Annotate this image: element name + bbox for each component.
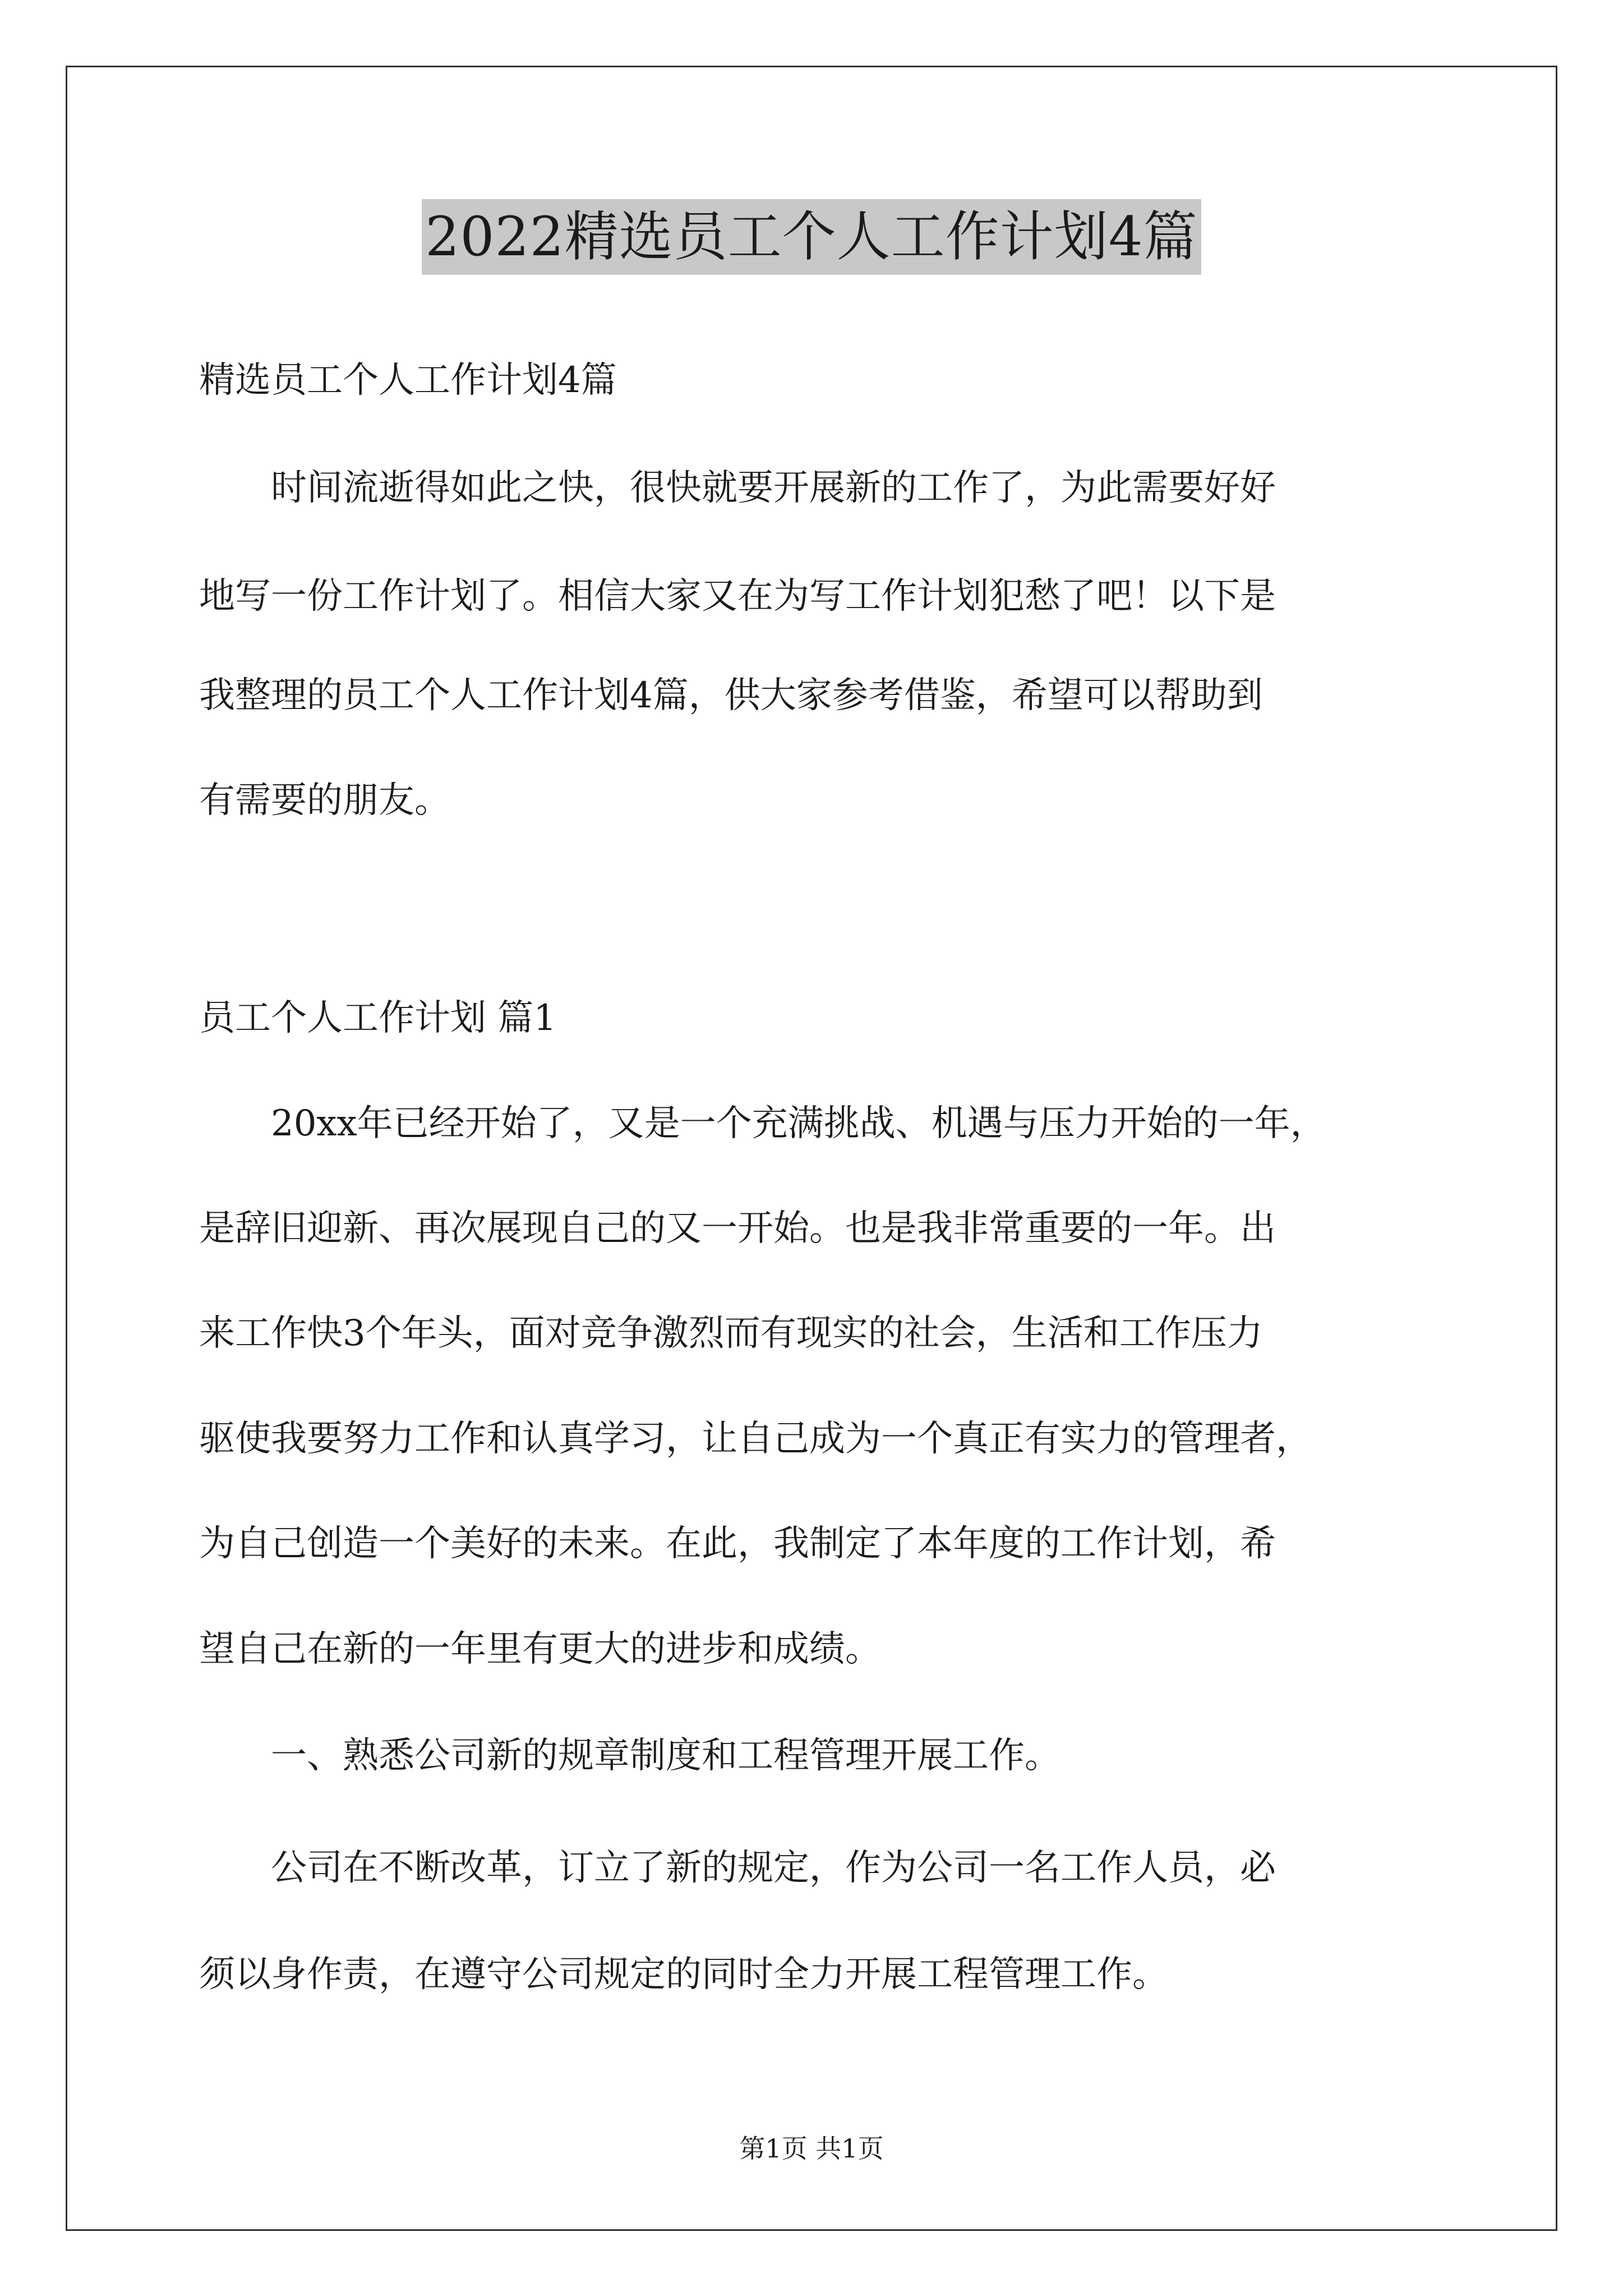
- document-title: 2022精选员工个人工作计划4篇: [422, 199, 1201, 275]
- body-line-6: 望自己在新的一年里有更大的进步和成绩。: [199, 1628, 881, 1670]
- document-subtitle: 精选员工个人工作计划4篇: [199, 360, 617, 401]
- section-heading: 员工个人工作计划 篇1: [199, 997, 557, 1039]
- intro-line-1: 时间流逝得如此之快，很快就要开展新的工作了，为此需要好好: [199, 467, 1276, 509]
- body-line-9: 须以身作责，在遵守公司规定的同时全力开展工程管理工作。: [199, 1954, 1168, 1995]
- body-line-8: 公司在不断改革，订立了新的规定，作为公司一名工作人员，必: [199, 1847, 1276, 1889]
- body-line-2: 是辞旧迎新、再次展现自己的又一开始。也是我非常重要的一年。出: [199, 1208, 1276, 1249]
- page-footer: 第1页 共1页: [739, 2133, 884, 2164]
- title-container: [0, 199, 1623, 275]
- body-line-1: 20xx年已经开始了，又是一个充满挑战、机遇与压力开始的一年，: [199, 1103, 1326, 1144]
- body-line-3: 来工作快3个年头，面对竞争激烈而有现实的社会，生活和工作压力: [199, 1313, 1263, 1354]
- intro-line-3: 我整理的员工个人工作计划4篇，供大家参考借鉴，希望可以帮助到: [199, 675, 1263, 716]
- body-line-4: 驱使我要努力工作和认真学习，让自己成为一个真正有实力的管理者，: [199, 1418, 1312, 1460]
- intro-line-2: 地写一份工作计划了。相信大家又在为写工作计划犯愁了吧！以下是: [199, 576, 1276, 617]
- body-line-5: 为自己创造一个美好的未来。在此，我制定了本年度的工作计划，希: [199, 1523, 1276, 1565]
- body-line-7: 一、熟悉公司新的规章制度和工程管理开展工作。: [199, 1735, 1061, 1777]
- intro-line-4: 有需要的朋友。: [199, 780, 450, 821]
